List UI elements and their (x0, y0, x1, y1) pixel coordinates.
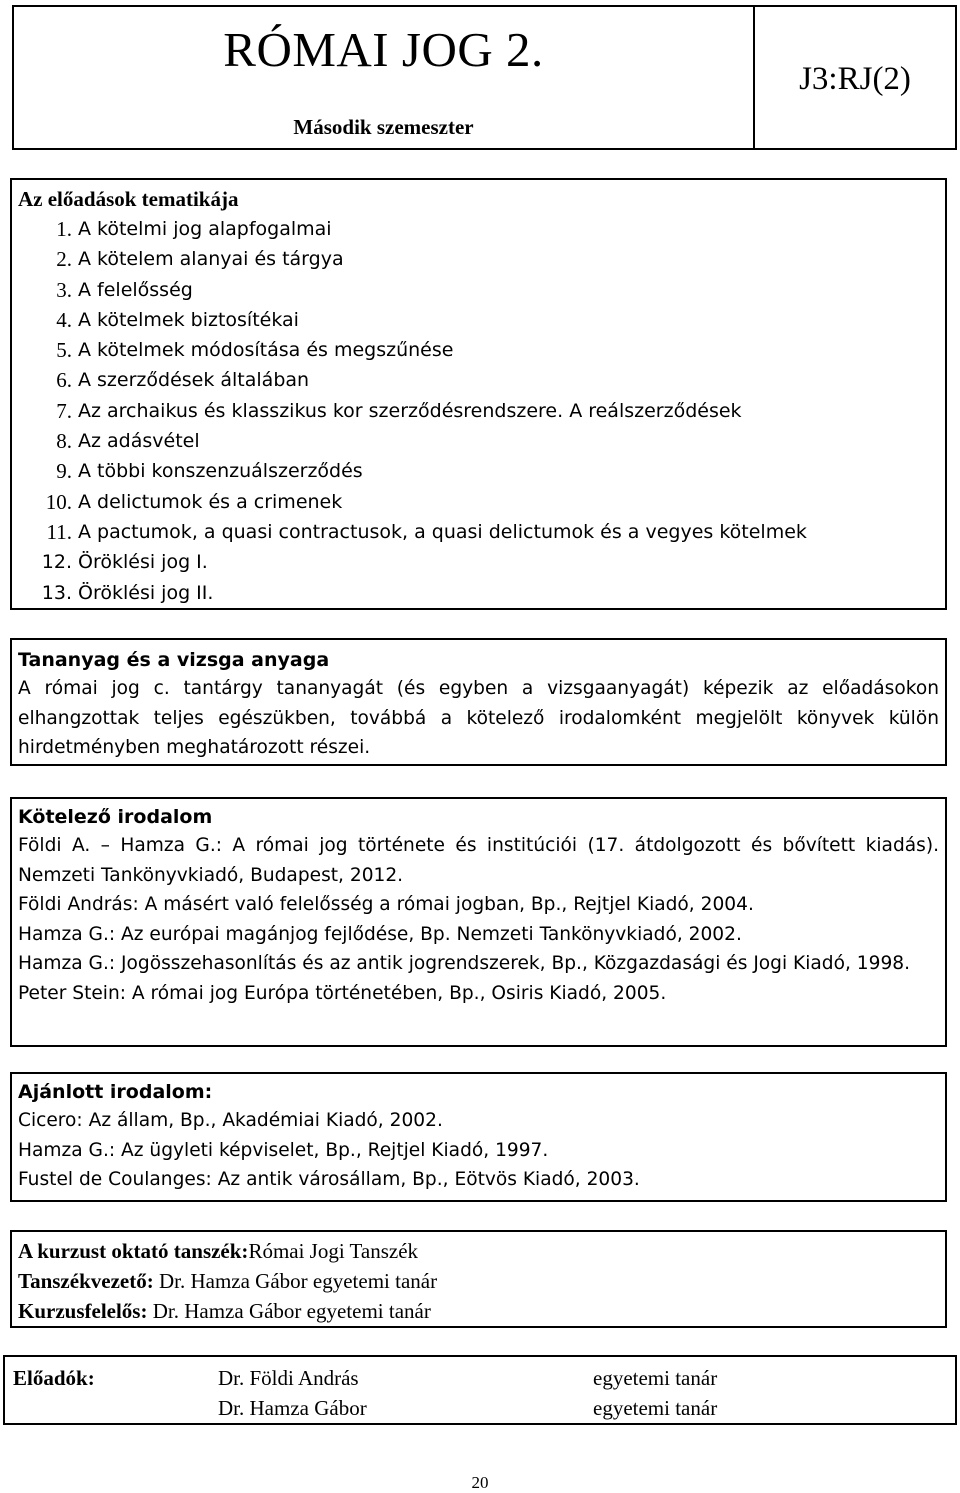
topic-text: A delictumok és a crimenek (78, 490, 343, 513)
topics-section (10, 178, 947, 610)
literature-item: Hamza G.: Az ügyleti képviselet, Bp., Rejtjel Kiadó, 1997. (18, 1139, 549, 1161)
topic-text: A kötelmek biztosítékai (78, 308, 299, 331)
list-item (18, 275, 945, 305)
topic-text: A kötelmi jog alapfogalmai (78, 218, 332, 240)
lecturer-row (13, 1393, 955, 1423)
list-item (18, 305, 945, 335)
topic-number: 13. (41, 581, 72, 604)
department-line (18, 1236, 939, 1266)
head-value: Dr. Hamza Gábor egyetemi tanár (153, 1269, 438, 1293)
course-subtitle: Második szemeszter (293, 115, 474, 139)
topic-number: 3. (56, 277, 72, 302)
topic-text: A pactumok, a quasi contractusok, a quasi delictumok és a vegyes kötelmek (78, 520, 807, 543)
list-item (18, 578, 945, 608)
topic-number: 12. (41, 551, 72, 574)
recommended-literature-title: Ajánlott irodalom: (18, 1081, 213, 1103)
lecturer-name: Dr. Földi András (218, 1366, 359, 1390)
lecturer-title: egyetemi tanár (593, 1396, 718, 1420)
page-number: 20 (471, 1473, 489, 1492)
literature-item: Cicero: Az állam, Bp., Akadémiai Kiadó, 2002. (18, 1110, 443, 1131)
topics-title: Az előadások tematikája (18, 187, 239, 211)
list-item (18, 517, 945, 547)
topic-number: 11. (46, 519, 72, 544)
responsible-value: Dr. Hamza Gábor egyetemi tanár (147, 1299, 431, 1323)
required-literature-section (10, 797, 947, 1047)
head-line (18, 1266, 939, 1296)
material-text: A római jog c. tantárgy tananyagát (és egyben a vizsgaanyagát) képezik az előadásokon elhangzottak teljes egészükben, továbbá a kötelező irodalomként megjelölt könyvek külön hirdetményben meghatározott részei. (18, 678, 939, 758)
topic-number: 2. (56, 247, 72, 272)
head-label: Tanszékvezető: (18, 1269, 154, 1293)
material-title: Tananyag és a vizsga anyaga (18, 649, 330, 671)
list-item (18, 396, 945, 426)
list-item (18, 487, 945, 517)
topic-text: A többi konszenzuálszerződés (78, 460, 363, 483)
topic-number: 5. (56, 338, 72, 363)
topic-number: 9. (56, 459, 72, 484)
topic-text: Öröklési jog II. (78, 581, 214, 604)
department-section (10, 1230, 947, 1328)
topic-text: A felelősség (78, 278, 193, 301)
topic-number: 8. (56, 429, 72, 454)
recommended-literature-section (10, 1072, 947, 1202)
topics-list (18, 214, 945, 608)
lecturer-name: Dr. Hamza Gábor (218, 1396, 367, 1420)
lecturer-row (13, 1363, 955, 1393)
topic-text: A kötelem alanyai és tárgya (78, 248, 344, 271)
list-item (18, 426, 945, 456)
list-item (18, 214, 945, 244)
course-code: J3:RJ(2) (799, 61, 911, 97)
header-title-box (12, 5, 755, 150)
material-section (10, 638, 947, 766)
literature-item: Peter Stein: A római jog Európa történetében, Bp., Osiris Kiadó, 2005. (18, 982, 667, 1004)
topic-number: 1. (56, 217, 72, 241)
department-label: A kurzust oktató tanszék: (18, 1239, 249, 1263)
responsible-line (18, 1296, 939, 1326)
topic-text: Öröklési jog I. (78, 551, 208, 574)
topic-number: 4. (56, 307, 72, 332)
list-item (18, 244, 945, 274)
literature-item: Fustel de Coulanges: Az antik városállam, Bp., Eötvös Kiadó, 2003. (18, 1169, 640, 1190)
literature-item: Hamza G.: Az európai magánjog fejlődése, Bp. Nemzeti Tankönyvkiadó, 2002. (18, 923, 742, 945)
topic-text: A kötelmek módosítása és megszűnése (78, 339, 454, 362)
list-item (18, 335, 945, 365)
topic-number: 10. (45, 489, 72, 514)
lecturer-title: egyetemi tanár (593, 1366, 718, 1390)
lecturers-label: Előadók: (13, 1366, 95, 1390)
responsible-label: Kurzusfelelős: (18, 1299, 148, 1323)
topic-text: A szerződések általában (78, 369, 310, 392)
course-title: RÓMAI JOG 2. (223, 22, 544, 77)
topic-number: 7. (56, 398, 72, 423)
lecturers-section (3, 1355, 957, 1425)
department-value: Római Jogi Tanszék (248, 1239, 419, 1263)
list-item (18, 456, 945, 486)
list-item (18, 547, 945, 577)
literature-item: Hamza G.: Jogösszehasonlítás és az antik jogrendszerek, Bp., Közgazdasági és Jogi Kiadó, 1998. (18, 953, 911, 974)
required-literature-title: Kötelező irodalom (18, 806, 213, 828)
literature-item: Földi A. – Hamza G.: A római jog története és institúciói (17. átdolgozott és bővített kiadás). Nemzeti Tankönyvkiadó, Budapest, 2012. (18, 835, 939, 886)
literature-item: Földi András: A másért való felelősség a római jogban, Bp., Rejtjel Kiadó, 2004. (18, 894, 754, 915)
topic-number: 6. (56, 368, 72, 393)
topic-text: Az archaikus és klasszikus kor szerződésrendszere. A reálszerződések (78, 399, 742, 422)
topic-text: Az adásvétel (78, 430, 200, 453)
list-item (18, 365, 945, 395)
header-code-box (753, 5, 957, 150)
